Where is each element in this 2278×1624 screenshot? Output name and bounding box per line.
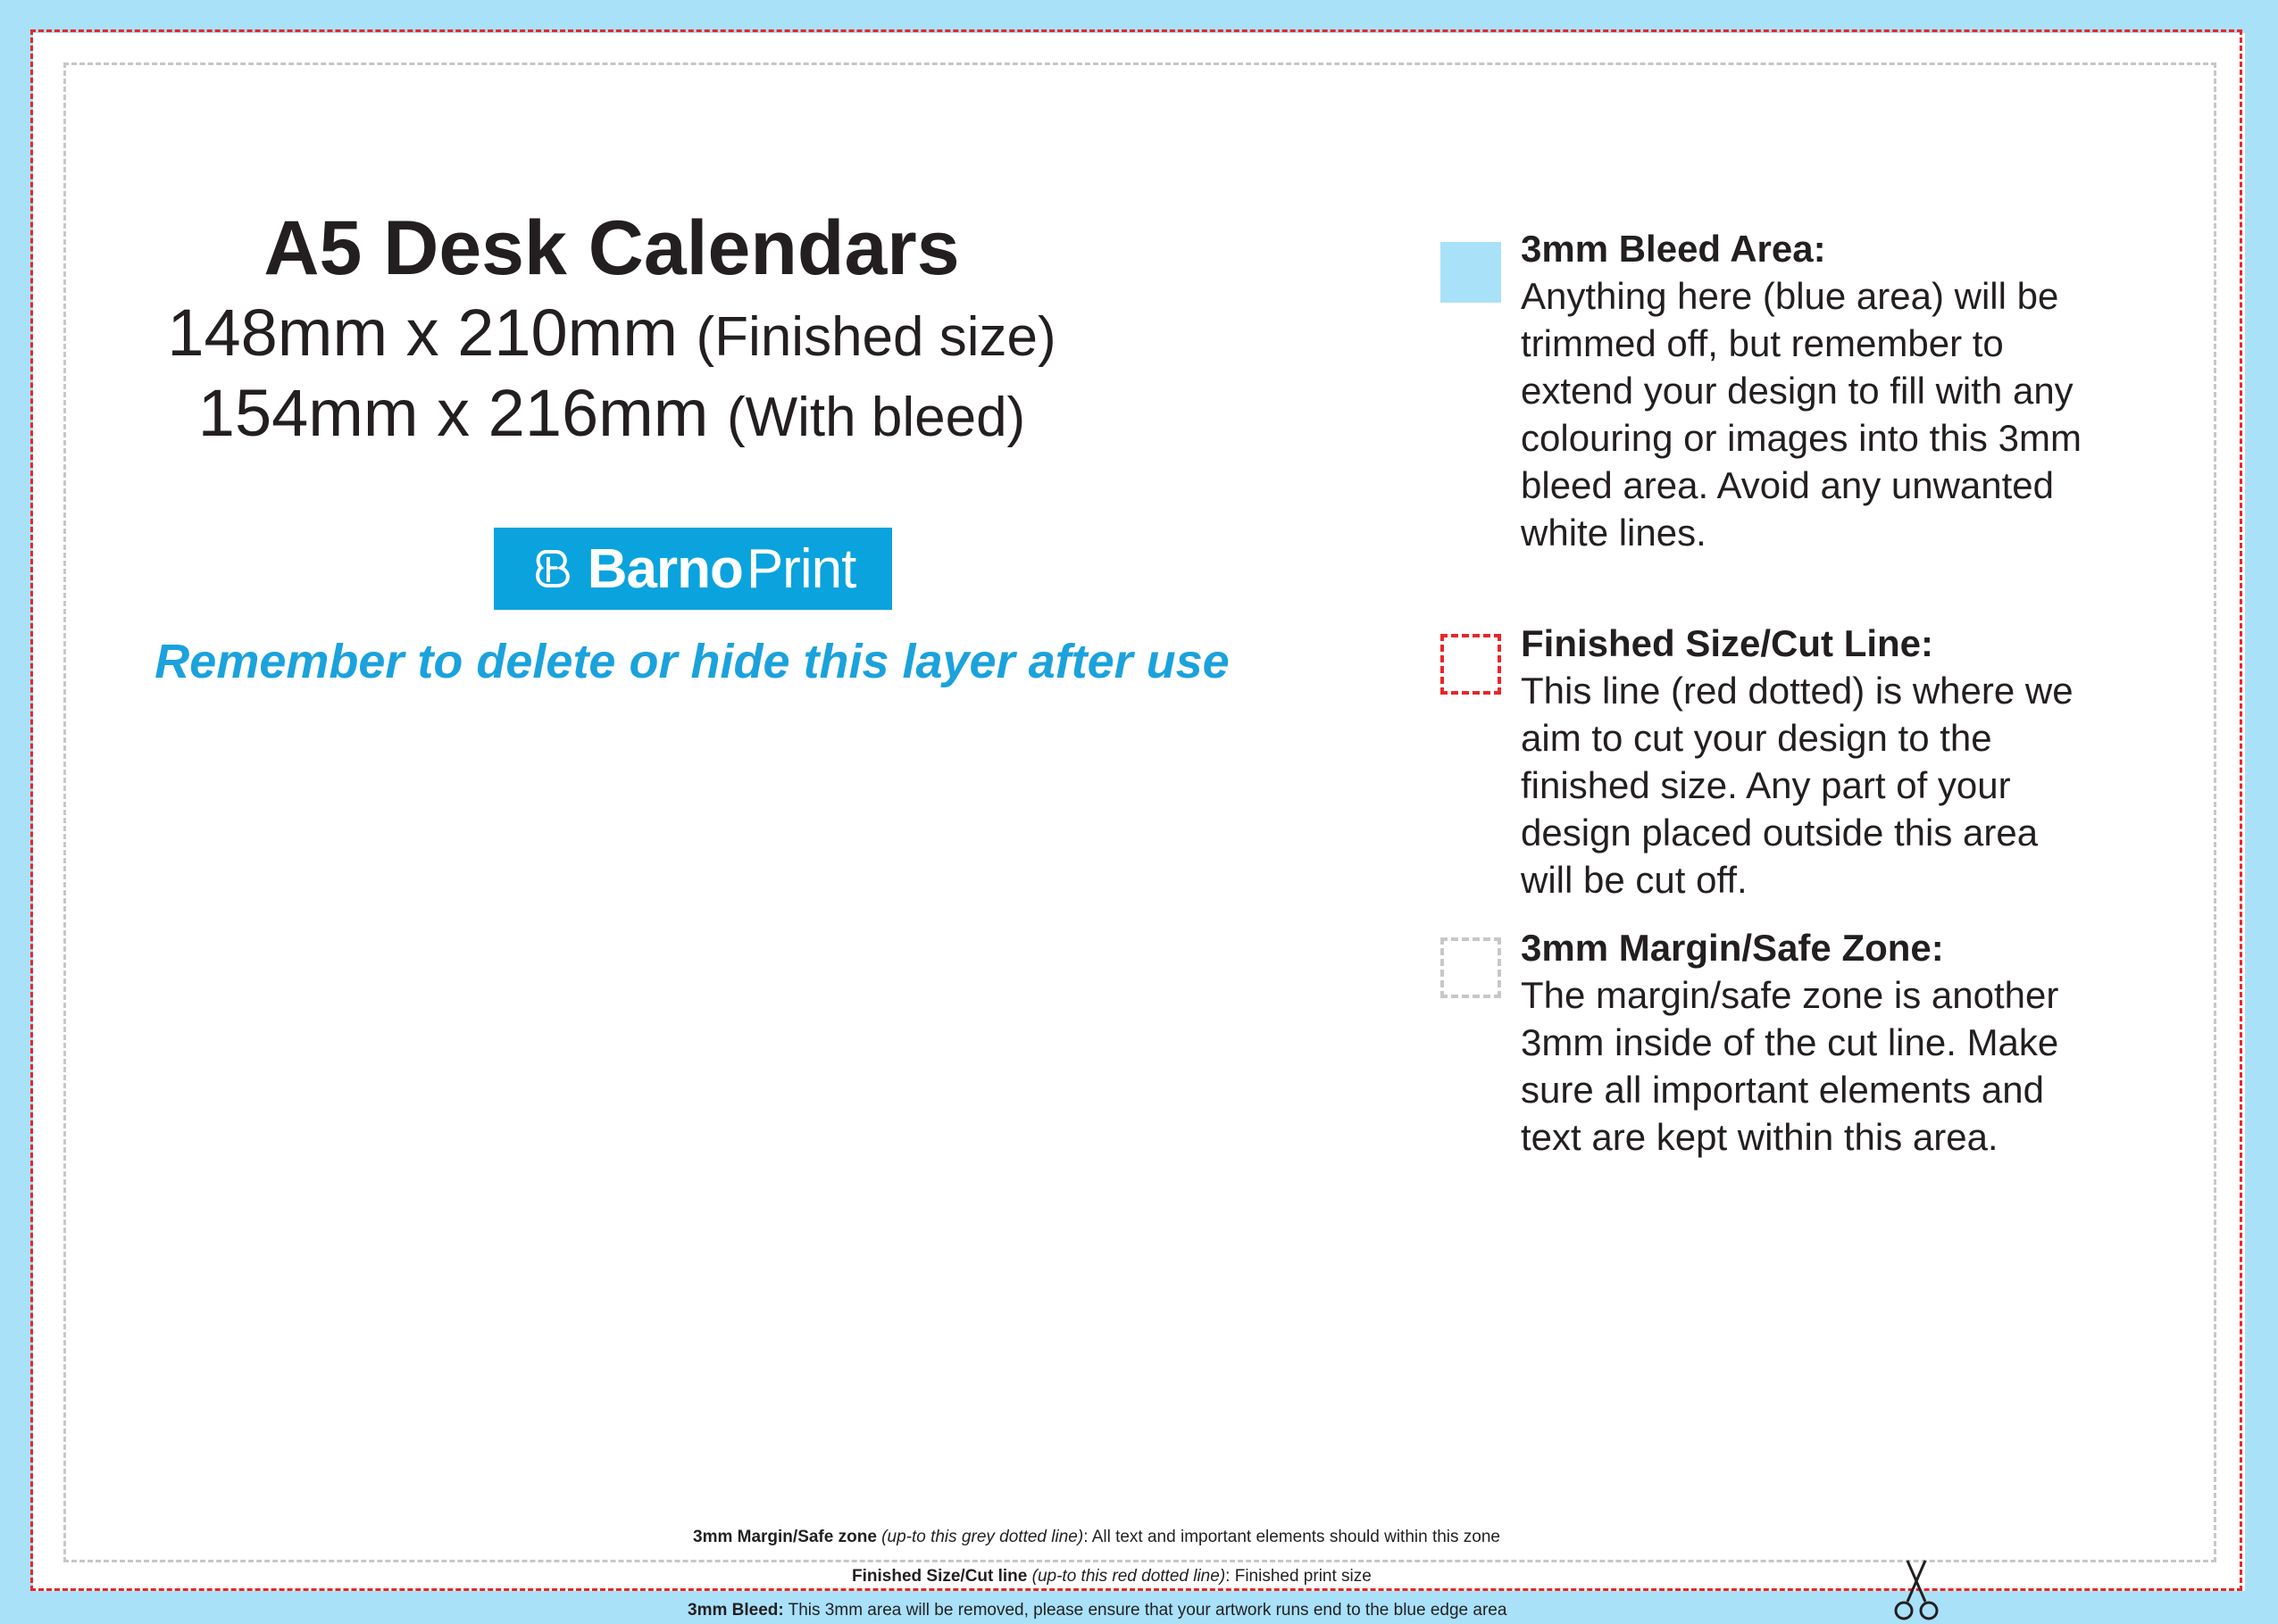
finished-size-value: 148mm x 210mm bbox=[167, 296, 678, 370]
bleed-size-value: 154mm x 216mm bbox=[197, 376, 709, 450]
finished-size-note: (Finished size) bbox=[696, 306, 1056, 368]
barnoprint-b-icon bbox=[530, 545, 579, 593]
legend-cut-title: Finished Size/Cut Line: bbox=[1521, 622, 1934, 664]
bleed-size-note: (With bleed) bbox=[726, 387, 1026, 448]
footer-bleed-text: This 3mm area will be removed, please ensure that your artwork runs end to the blue edge area bbox=[783, 1601, 1507, 1620]
legend-safe-body: The margin/safe zone is another 3mm inside of the cut line. Make sure all important elements and text are kept within this area. bbox=[1521, 974, 2059, 1158]
footer-bleed-note bbox=[688, 1600, 1759, 1621]
legend-bleed-body: Anything here (blue area) will be trimmed off, but remember to extend your design to fill with any colouring or images into this 3mm bleed area. Avoid any unwanted white lines. bbox=[1521, 275, 2082, 554]
logo-word-bold: Barno bbox=[587, 537, 743, 600]
legend-safe-title: 3mm Margin/Safe Zone: bbox=[1521, 927, 1944, 969]
finished-size-line bbox=[54, 295, 1170, 376]
footer-cut-note bbox=[852, 1566, 1566, 1587]
scissors-icon bbox=[1891, 1559, 1941, 1621]
barnoprint-logo bbox=[494, 528, 892, 610]
footer-cut-label: Finished Size/Cut line bbox=[852, 1567, 1028, 1586]
cut-line-swatch bbox=[1440, 634, 1501, 695]
footer-safe-label: 3mm Margin/Safe zone bbox=[693, 1528, 877, 1546]
legend-bleed bbox=[1521, 225, 2092, 556]
footer-safe-italic: (up-to this grey dotted line) bbox=[881, 1528, 1084, 1546]
legend-safe-zone bbox=[1521, 924, 2092, 1161]
bleed-swatch bbox=[1440, 242, 1501, 303]
footer-safe-text: : All text and important elements should within this zone bbox=[1083, 1528, 1500, 1546]
legend-bleed-title: 3mm Bleed Area: bbox=[1521, 228, 1826, 270]
logo-word-light: Print bbox=[746, 537, 856, 600]
bleed-size-line bbox=[54, 375, 1170, 456]
reminder-text: Remember to delete or hide this layer after use bbox=[154, 635, 1230, 688]
footer-safe-note bbox=[693, 1527, 1586, 1548]
footer-cut-text: : Finished print size bbox=[1225, 1567, 1372, 1586]
footer-bleed-label: 3mm Bleed: bbox=[688, 1601, 784, 1620]
legend-cut-line bbox=[1521, 620, 2092, 904]
page-title: A5 Desk Calendars bbox=[263, 205, 960, 291]
footer-cut-italic: (up-to this red dotted line) bbox=[1031, 1567, 1226, 1586]
legend-cut-body: This line (red dotted) is where we aim to cut your design to the finished size. Any part of your design placed outside this area will be cut off. bbox=[1521, 670, 2074, 901]
safe-zone-swatch bbox=[1440, 937, 1501, 998]
